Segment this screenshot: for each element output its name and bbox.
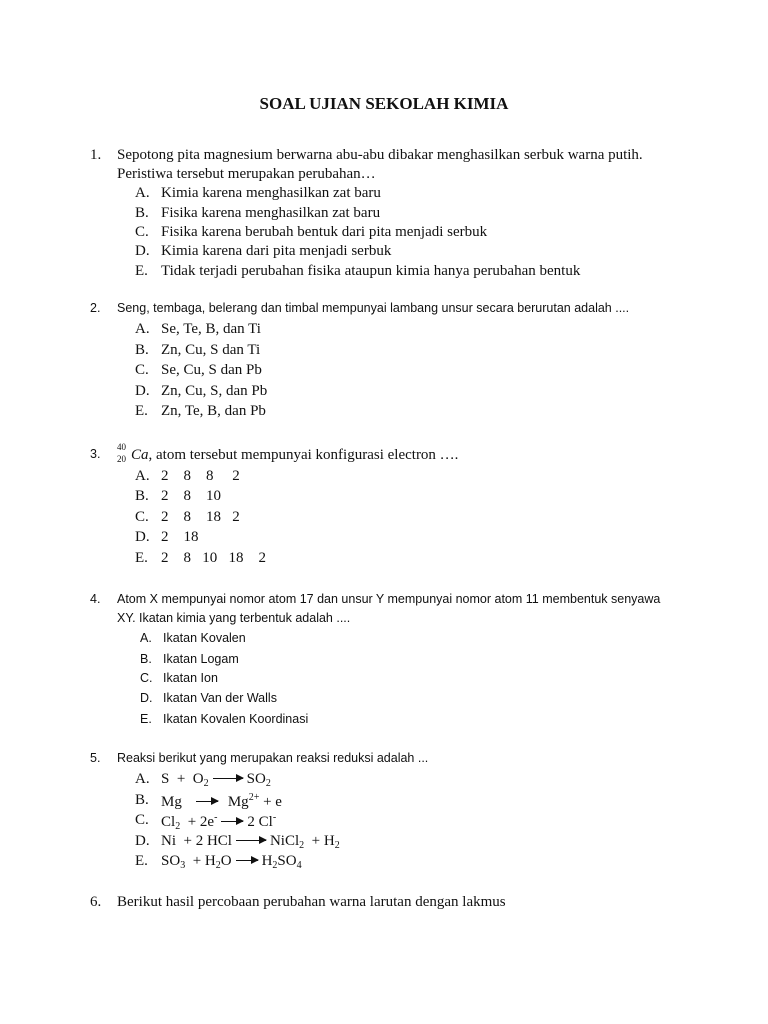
question-1-option-label: B.: [135, 205, 149, 221]
subscript: 2: [175, 821, 181, 832]
question-1-option-label: E.: [135, 263, 148, 279]
question-4-option-label: B.: [140, 652, 152, 666]
question-6-number: 6.: [90, 894, 102, 910]
arrow-right-icon: [196, 801, 218, 802]
subscript: 2: [203, 778, 209, 789]
question-4-text: Atom X mempunyai nomor atom 17 dan unsur Y mempunyai nomor atom 11 membentuk senyawa: [117, 592, 661, 606]
question-1-option-text: Kimia karena menghasilkan zat baru: [161, 185, 381, 201]
superscript: 2+: [248, 792, 260, 803]
arrow-right-icon: [221, 821, 243, 822]
atomic-number: 20: [117, 454, 126, 464]
reaction-c-right: 2 Cl: [247, 814, 273, 830]
element-symbol: Ca: [131, 447, 149, 463]
question-1-option-text: Fisika karena menghasilkan zat baru: [161, 205, 381, 221]
question-2-option-text: Zn, Te, B, dan Pb: [161, 403, 266, 419]
question-1-number: 1.: [90, 147, 102, 163]
question-2-text: Seng, tembaga, belerang dan timbal mempunyai lambang unsur secara berurutan adalah ....: [117, 301, 630, 315]
question-1-option-text: Tidak terjadi perubahan fisika ataupun kimia hanya perubahan bentuk: [161, 263, 581, 279]
question-3-option-text: 2 8 18 2: [161, 509, 240, 525]
question-1-option-label: D.: [135, 243, 150, 259]
reaction-c-left2: + 2e: [180, 814, 215, 830]
subscript: 2: [265, 778, 271, 789]
reaction-b-tail: + e: [259, 794, 282, 810]
arrow-right-icon: [236, 860, 258, 861]
question-2-option-text: Zn, Cu, S, dan Pb: [161, 383, 268, 399]
subscript: 4: [296, 860, 302, 871]
question-3-option-text: 2 8 10: [161, 488, 221, 504]
question-1-text-line2: Peristiwa tersebut merupakan perubahan…: [117, 166, 376, 182]
reaction-e-left3: O: [220, 853, 232, 869]
question-3-option-label: D.: [135, 529, 150, 545]
question-2-option-text: Se, Te, B, dan Ti: [161, 321, 261, 337]
reaction-a-right: SO: [246, 771, 266, 787]
arrow-right-icon: [213, 778, 243, 779]
question-5-option-label: A.: [135, 771, 150, 787]
reaction-a-left: S + O: [161, 771, 204, 787]
question-3-option-label: B.: [135, 488, 149, 504]
reaction-c-left: Cl: [161, 814, 176, 830]
question-3-text: [117, 442, 459, 465]
reaction-b: [161, 792, 282, 811]
question-4-text-line2: XY. Ikatan kimia yang terbentuk adalah ....: [117, 611, 351, 625]
reaction-e-right2: SO: [277, 853, 297, 869]
question-2-number: 2.: [90, 301, 101, 315]
reaction-d: [161, 833, 340, 851]
reaction-b-right: Mg: [227, 794, 249, 810]
question-2-option-label: C.: [135, 362, 149, 378]
question-5-option-label: D.: [135, 833, 150, 849]
question-5-number: 5.: [90, 751, 101, 765]
question-2-option-label: A.: [135, 321, 150, 337]
reaction-e-right: H: [261, 853, 273, 869]
question-6-text: Berikut hasil percobaan perubahan warna larutan dengan lakmus: [117, 894, 506, 910]
subscript: 2: [272, 860, 278, 871]
question-4-option-text: Ikatan Logam: [163, 652, 239, 666]
reaction-c: [161, 812, 276, 832]
reaction-d-right2: + H: [304, 833, 335, 849]
question-5-option-label: E.: [135, 853, 148, 869]
question-3-option-label: C.: [135, 509, 149, 525]
question-1-option-label: A.: [135, 185, 150, 201]
question-3-option-text: 2 8 8 2: [161, 468, 240, 484]
question-4-option-label: D.: [140, 691, 153, 705]
question-4-number: 4.: [90, 592, 101, 606]
reaction-d-right: NiCl: [269, 833, 300, 849]
question-4-option-text: Ikatan Ion: [163, 671, 218, 685]
question-4-option-label: E.: [140, 712, 152, 726]
question-4-option-text: Ikatan Kovalen Koordinasi: [163, 712, 309, 726]
question-5-text: Reaksi berikut yang merupakan reaksi reduksi adalah ...: [117, 751, 429, 765]
question-2-option-text: Zn, Cu, S dan Ti: [161, 342, 261, 358]
arrow-right-icon: [236, 840, 266, 841]
mass-number: 40: [117, 442, 126, 452]
question-1-text: Sepotong pita magnesium berwarna abu-abu dibakar menghasilkan serbuk warna putih.: [117, 147, 643, 163]
subscript: 3: [180, 860, 186, 871]
reaction-a: [161, 771, 271, 789]
question-3-option-label: A.: [135, 468, 150, 484]
question-2-option-label: B.: [135, 342, 149, 358]
reaction-e-left2: + H: [185, 853, 216, 869]
question-2-option-label: E.: [135, 403, 148, 419]
question-5-option-label: C.: [135, 812, 149, 828]
question-4-option-label: C.: [140, 671, 153, 685]
subscript: 2: [215, 860, 221, 871]
question-1-option-text: Fisika karena berubah bentuk dari pita menjadi serbuk: [161, 224, 488, 240]
question-3-number: 3.: [90, 447, 101, 461]
reaction-e-left: SO: [161, 853, 181, 869]
reaction-b-left: Mg: [161, 794, 182, 810]
question-1-option-label: C.: [135, 224, 149, 240]
question-2-option-label: D.: [135, 383, 150, 399]
question-4-option-text: Ikatan Kovalen: [163, 631, 246, 645]
superscript: -: [272, 812, 277, 823]
superscript: -: [214, 812, 218, 823]
page-title: SOAL UJIAN SEKOLAH KIMIA: [259, 94, 509, 113]
reaction-e: [161, 853, 302, 871]
subscript: 2: [334, 840, 340, 851]
question-5-option-label: B.: [135, 792, 149, 808]
question-1-option-text: Kimia karena dari pita menjadi serbuk: [161, 243, 392, 259]
isotope-notation: [117, 442, 131, 465]
question-4-option-label: A.: [140, 631, 152, 645]
question-3-option-label: E.: [135, 550, 148, 566]
question-3-option-text: 2 18: [161, 529, 199, 545]
reaction-d-left: Ni + 2 HCl: [161, 833, 232, 849]
question-2-option-text: Se, Cu, S dan Pb: [161, 362, 262, 378]
question-3-rest: , atom tersebut mempunyai konfigurasi electron ….: [148, 447, 459, 463]
subscript: 2: [299, 840, 305, 851]
question-3-option-text: 2 8 10 18 2: [161, 550, 266, 566]
question-4-option-text: Ikatan Van der Walls: [163, 691, 277, 705]
